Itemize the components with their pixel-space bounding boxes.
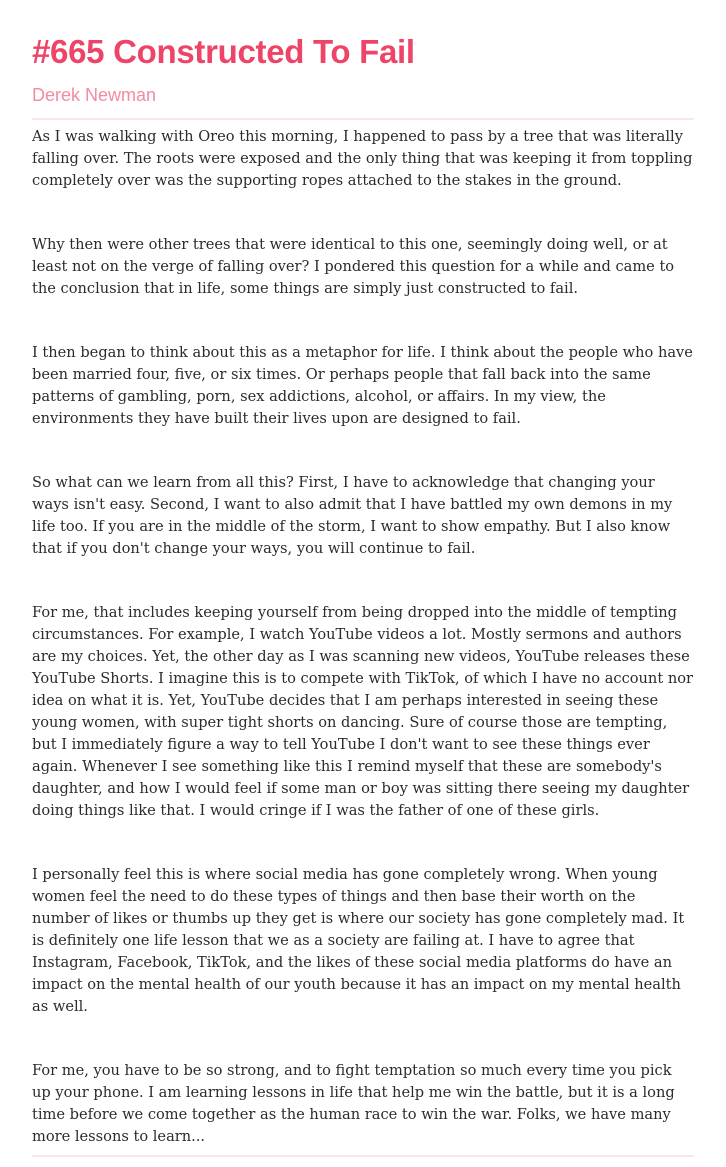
article <box>32 28 694 1157</box>
article-title: #665 Constructed To Fail <box>32 33 415 70</box>
article-paragraph: For me, that includes keeping yourself from being dropped into the middle of tempting circumstances. For example, I watch YouTube videos a lot. Mostly sermons and authors are my choices. Yet, the other day as I was scanning new videos, YouTube releases these YouTube Shorts. I imagine this is to compete with TikTok, of which I have no account nor idea on what it is. Yet, YouTube decides that I am perhaps interested in seeing these young women, with super tight shorts on dancing. Sure of course those are tempting, but I immediately figure a way to tell YouTube I don't want to see these things ever again. Whenever I see something like this I remind myself that these are somebody's daughter, and how I would feel if some man or boy was sitting there seeing my daughter doing things like that. I would cringe if I was the father of one of these girls. <box>32 604 694 819</box>
article-body <box>32 120 694 1148</box>
article-paragraph: Why then were other trees that were identical to this one, seemingly doing well, or at least not on the verge of falling over? I pondered this question for a while and came to the conclusion that in life, some things are simply just constructed to fail. <box>32 236 675 297</box>
article-paragraph: For me, you have to be so strong, and to fight temptation so much every time you pick up your phone. I am learning lessons in life that help me win the battle, but it is a long time before we come together as the human race to win the war. Folks, we have many more lessons to learn... <box>32 1062 675 1145</box>
article-paragraph: I then began to think about this as a metaphor for life. I think about the people who have been married four, five, or six times. Or perhaps people that fall back into the same patterns of gambling, porn, sex addictions, alcohol, or affairs. In my view, the environments they have built their lives upon are designed to fail. <box>32 344 693 427</box>
article-paragraph: I personally feel this is where social media has gone completely wrong. When young women feel the need to do these types of things and then base their worth on the number of likes or thumbs up they get is where our society has gone completely mad. It is definitely one life lesson that we as a society are failing at. I have to agree that Instagram, Facebook, TikTok, and the likes of these social media platforms do have an impact on the mental health of our youth because it has an impact on my mental health as well. <box>32 866 685 1015</box>
article-paragraph: So what can we learn from all this? First, I have to acknowledge that changing your ways isn't easy. Second, I want to also admit that I have battled my own demons in my life too. If you are in the middle of the storm, I want to show empathy. But I also know that if you don't change your ways, you will continue to fail. <box>32 474 673 557</box>
article-author[interactable]: Derek Newman <box>32 85 157 105</box>
footer-divider <box>32 1155 694 1157</box>
article-paragraph: As I was walking with Oreo this morning, I happened to pass by a tree that was literally falling over. The roots were exposed and the only thing that was keeping it from toppling completely over was the supporting ropes attached to the stakes in the ground. <box>32 128 693 189</box>
